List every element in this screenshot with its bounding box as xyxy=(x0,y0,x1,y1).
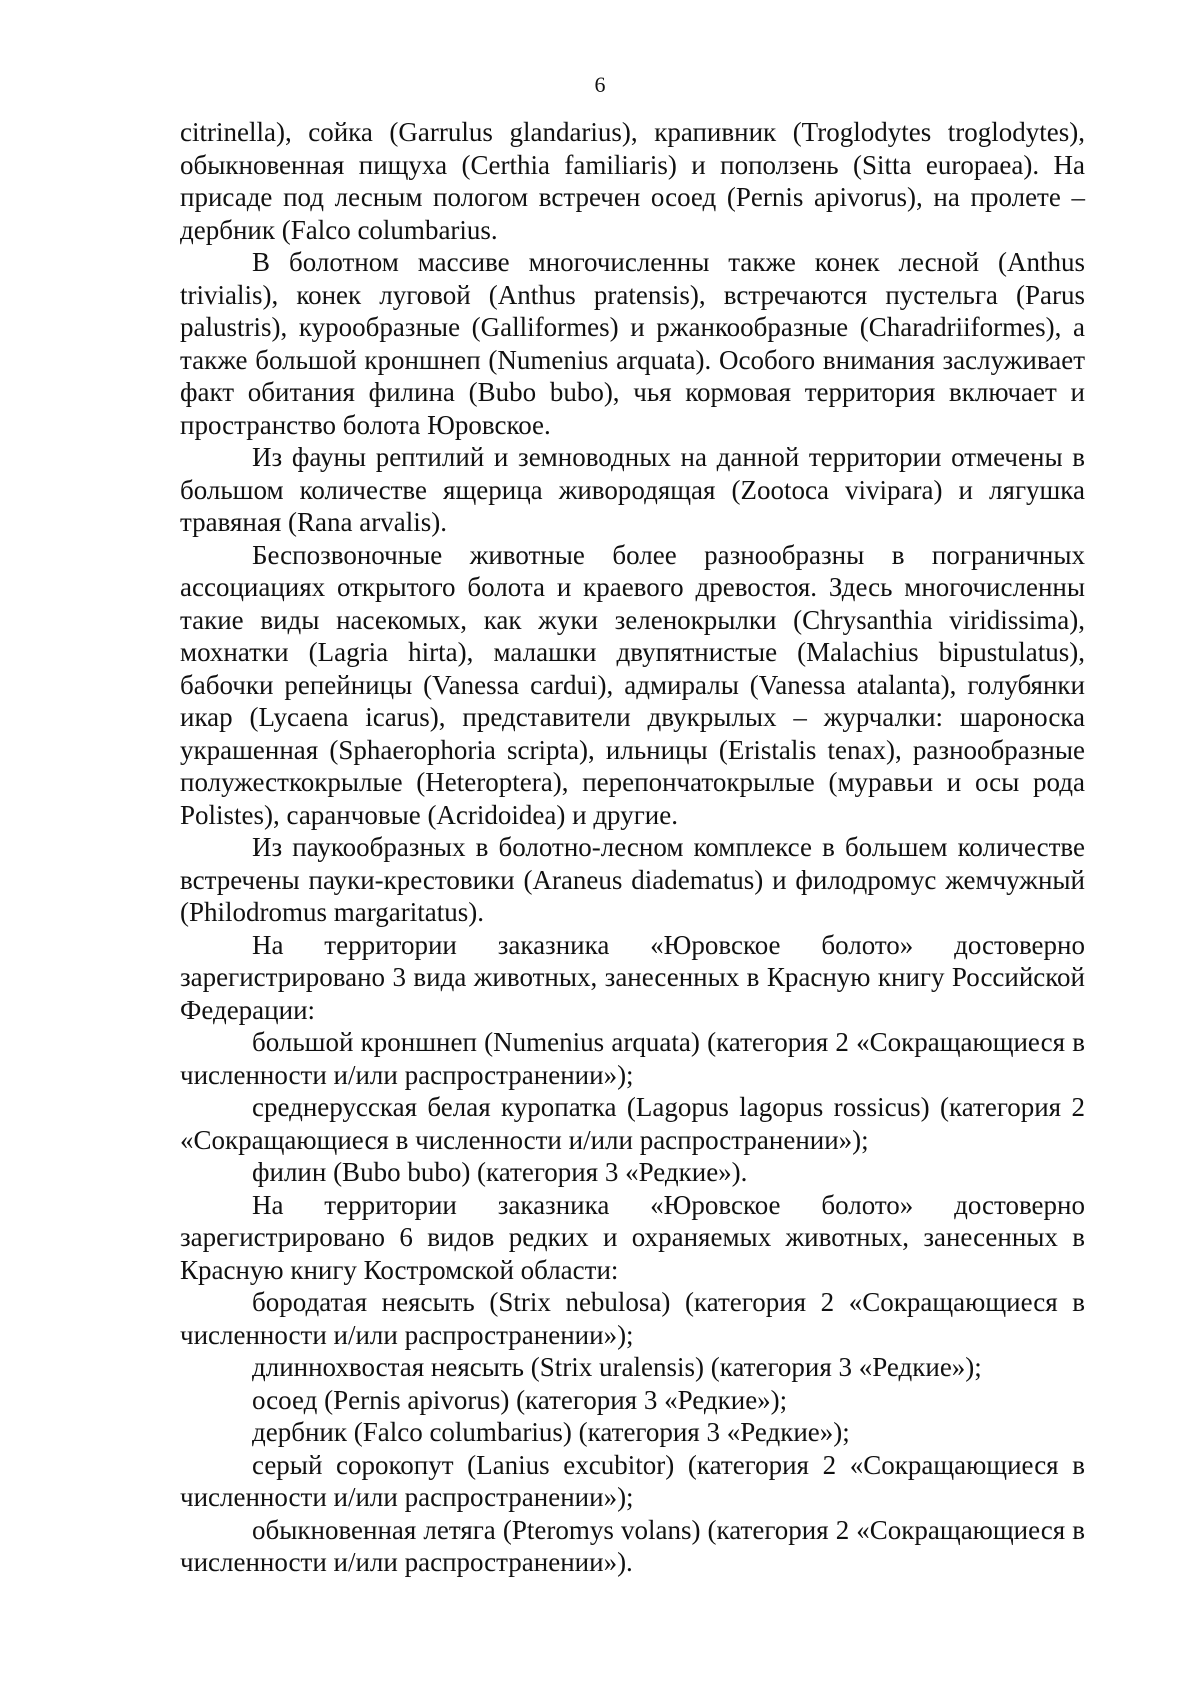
list-item: осоед (Pernis apivorus) (категория 3 «Редкие»); xyxy=(252,1384,788,1415)
paragraph: На территории заказника «Юровское болото» достоверно зарегистрировано 3 вида животных, занесенных в Красную книгу Российской Федерации: xyxy=(180,929,1085,1025)
paragraph: citrinella), сойка (Garrulus glandarius), крапивник (Troglodytes troglodytes), обыкновенная пищуха (Certhia familiaris) и поползень (Sitta europaea). На присаде под лесным пологом встречен осоед (Pernis apivorus), на пролете – дербник (Falco columbarius. xyxy=(180,117,1085,245)
paragraph: Из паукообразных в болотно-лесном комплексе в большем количестве встречены пауки-крестовики (Araneus diadematus) и филодромус жемчужный (Philodromus margaritatus). xyxy=(180,832,1085,927)
paragraph: Беспозвоночные животные более разнообразны в пограничных ассоциациях открытого болота и краевого древостоя. Здесь многочисленны такие виды насекомых, как жуки зеленокрылки (Chrysanthia viridissima), мохнатки (Lagria hirta), малашки двупятнистые (Malachius bipustulatus), бабочки репейницы (Vanessa cardui), адмиралы (Vanessa atalanta), голубянки икар (Lycaena icarus), представители двукрылых – журчалки: шароноска украшенная (Sphaerophoria scripta), ильницы (Eristalis tenax), разнообразные полужесткокрылые (Heteroptera), перепончатокрылые (муравьи и осы рода Polistes), саранчовые (Acridoidea) и другие. xyxy=(180,539,1085,830)
list-item: бородатая неясыть (Strix nebulosa) (категория 2 «Сокращающиеся в численности и/или распространении»); xyxy=(180,1287,1085,1350)
document-body xyxy=(180,116,1085,1579)
list-item: длиннохвостая неясыть (Strix uralensis) (категория 3 «Редкие»); xyxy=(252,1352,982,1382)
list-item: большой кроншнеп (Numenius arquata) (категория 2 «Сокращающиеся в численности и/или распространении»); xyxy=(180,1027,1085,1090)
list-item: серый сорокопут (Lanius excubitor) (категория 2 «Сокращающиеся в численности и/или распространении»); xyxy=(180,1449,1085,1512)
list-item: среднерусская белая куропатка (Lagopus lagopus rossicus) (категория 2 «Сокращающиеся в численности и/или распространении»); xyxy=(180,1092,1085,1155)
page-number: 6 xyxy=(594,72,606,97)
list-item: филин (Bubo bubo) (категория 3 «Редкие»). xyxy=(252,1157,748,1187)
paragraph: Из фауны рептилий и земноводных на данной территории отмечены в большом количестве ящерица живородящая (Zootoca vivipara) и лягушка травяная (Rana arvalis). xyxy=(180,442,1085,537)
paragraph: В болотном массиве многочисленны также конек лесной (Anthus trivialis), конек луговой (Anthus pratensis), встречаются пустельга (Parus palustris), курообразные (Galliformes) и ржанкообразные (Charadriiformes), а также большой кроншнеп (Numenius arquata). Особого внимания заслуживает факт обитания филина (Bubo bubo), чья кормовая территория включает и пространство болота Юровское. xyxy=(180,247,1085,440)
paragraph: На территории заказника «Юровское болото» достоверно зарегистрировано 6 видов редких и охраняемых животных, занесенных в Красную книгу Костромской области: xyxy=(180,1189,1085,1285)
list-item: обыкновенная летяга (Pteromys volans) (категория 2 «Сокращающиеся в численности и/или распространении»). xyxy=(180,1514,1085,1577)
list-item: дербник (Falco columbarius) (категория 3 «Редкие»); xyxy=(252,1417,850,1447)
